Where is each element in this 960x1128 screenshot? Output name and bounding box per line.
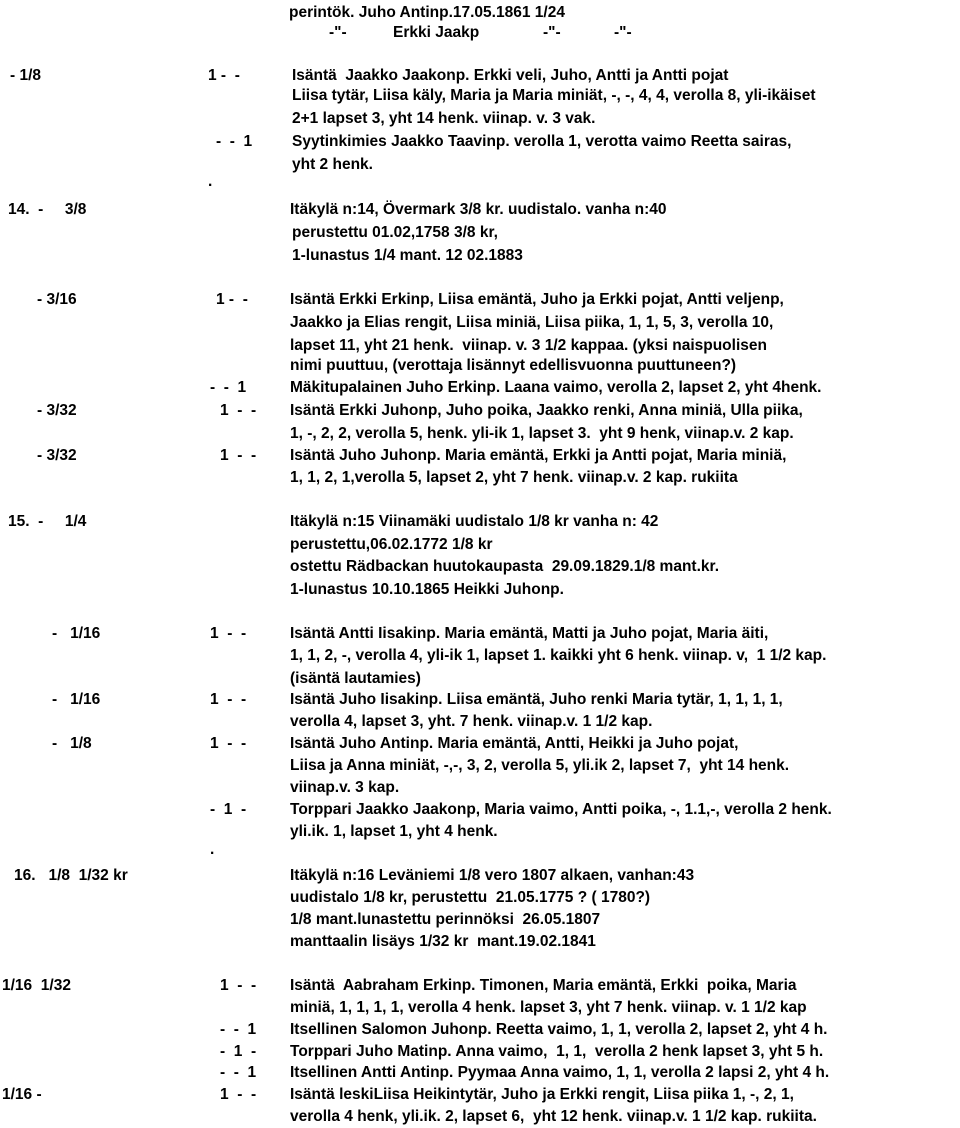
text-line: nimi puuttuu, (verottaja lisännyt edellisvuonna puuttuneen?) (290, 357, 737, 374)
text-line: perustettu,06.02.1772 1/8 kr (290, 536, 493, 553)
text-line: - 1/8 (52, 735, 92, 752)
text-line: 1, 1, 2, -, verolla 4, yli-ik 1, lapset 1. kaikki yht 6 henk. viinap. v, 1 1/2 kap. (290, 647, 827, 664)
text-line: 1 - - (208, 67, 240, 84)
text-line: -"- (543, 24, 561, 41)
text-line: - 1/16 (52, 691, 101, 708)
text-line: Syytinkimies Jaakko Taavinp. verolla 1, verotta vaimo Reetta sairas, (292, 133, 792, 150)
text-line: - 3/32 (37, 447, 77, 464)
text-line: Itäkylä n:16 Leväniemi 1/8 vero 1807 alkaen, vanhan:43 (290, 867, 695, 884)
text-line: manttaalin lisäys 1/32 kr mant.19.02.1841 (290, 933, 596, 950)
text-line: - - 1 (216, 133, 253, 150)
text-line: Torppari Jaakko Jaakonp, Maria vaimo, Antti poika, -, 1.1,-, verolla 2 henk. (290, 801, 832, 818)
text-line: Liisa tytär, Liisa käly, Maria ja Maria miniät, -, -, 4, 4, verolla 8, yli-ikäiset (292, 87, 816, 104)
text-line: 1 - - (210, 691, 247, 708)
text-line: lapset 11, yht 21 henk. viinap. v. 3 1/2 kappaa. (yksi naispuolisen (290, 337, 767, 354)
text-line: verolla 4, lapset 3, yht. 7 henk. viinap.v. 1 1/2 kap. (290, 713, 653, 730)
text-line: -"- (614, 24, 632, 41)
text-line: . (208, 173, 213, 190)
text-line: - 1 - (210, 801, 247, 818)
text-line: Isäntä Juho Juhonp. Maria emäntä, Erkki ja Antti pojat, Maria miniä, (290, 447, 787, 464)
text-line: - 1/16 (52, 625, 101, 642)
text-line: Itäkylä n:15 Viinamäki uudistalo 1/8 kr vanha n: 42 (290, 513, 659, 530)
text-line: - - 1 (220, 1064, 257, 1081)
text-line: - 1/8 (10, 67, 42, 84)
text-line: viinap.v. 3 kap. (290, 779, 400, 796)
text-line: - 3/32 (37, 402, 77, 419)
text-line: miniä, 1, 1, 1, 1, verolla 4 henk. lapset 3, yht 7 henk. viinap. v. 1 1/2 kap (290, 999, 807, 1016)
text-line: yht 2 henk. (292, 156, 373, 173)
text-line: -"- (329, 24, 347, 41)
text-line: Isäntä Aabraham Erkinp. Timonen, Maria emäntä, Erkki poika, Maria (290, 977, 797, 994)
text-line: 1 - - (216, 291, 248, 308)
text-line: Isäntä leskiLiisa Heikintytär, Juho ja Erkki rengit, Liisa piika 1, -, 2, 1, (290, 1086, 794, 1103)
text-line: 16. 1/8 1/32 kr (14, 867, 128, 884)
text-line: - - 1 (210, 379, 247, 396)
text-line: - 1 - (220, 1043, 257, 1060)
text-line: 2+1 lapset 3, yht 14 henk. viinap. v. 3 vak. (292, 110, 596, 127)
text-line: verolla 4 henk, yli.ik. 2, lapset 6, yht 12 henk. viinap.v. 1 1/2 kap. rukiita. (290, 1108, 817, 1125)
text-line: Isäntä Juho Iisakinp. Liisa emäntä, Juho renki Maria tytär, 1, 1, 1, 1, (290, 691, 783, 708)
text-line: yli.ik. 1, lapset 1, yht 4 henk. (290, 823, 498, 840)
text-line: 1 - - (220, 977, 257, 994)
text-line: Torppari Juho Matinp. Anna vaimo, 1, 1, verolla 2 henk lapset 3, yht 5 h. (290, 1043, 824, 1060)
text-line: uudistalo 1/8 kr, perustettu 21.05.1775 ? ( 1780?) (290, 889, 651, 906)
text-line: 1 - - (210, 735, 247, 752)
text-line: - - 1 (220, 1021, 257, 1038)
text-line: Itsellinen Antti Antinp. Pyymaa Anna vaimo, 1, 1, verolla 2 lapsi 2, yht 4 h. (290, 1064, 830, 1081)
text-line: Isäntä Juho Antinp. Maria emäntä, Antti, Heikki ja Juho pojat, (290, 735, 739, 752)
text-line: 1 - - (220, 402, 257, 419)
text-line: 15. - 1/4 (8, 513, 87, 530)
text-line: Liisa ja Anna miniät, -,-, 3, 2, verolla 5, yli.ik 2, lapset 7, yht 14 henk. (290, 757, 790, 774)
text-line: Itsellinen Salomon Juhonp. Reetta vaimo, 1, 1, verolla 2, lapset 2, yht 4 h. (290, 1021, 828, 1038)
text-line: Isäntä Jaakko Jaakonp. Erkki veli, Juho, Antti ja Antti pojat (292, 67, 729, 84)
text-line: - 3/16 (37, 291, 77, 308)
text-line: 1/16 - (2, 1086, 42, 1103)
text-line: Itäkylä n:14, Övermark 3/8 kr. uudistalo. vanha n:40 (290, 201, 667, 218)
text-line: . (210, 841, 215, 858)
text-line: Isäntä Erkki Erkinp, Liisa emäntä, Juho ja Erkki pojat, Antti veljenp, (290, 291, 784, 308)
text-line: 1-lunastus 1/4 mant. 12 02.1883 (292, 247, 523, 264)
text-line: 1 - - (210, 625, 247, 642)
text-line: 1-lunastus 10.10.1865 Heikki Juhonp. (290, 581, 564, 598)
text-line: 1/8 mant.lunastettu perinnöksi 26.05.1807 (290, 911, 601, 928)
text-line: 14. - 3/8 (8, 201, 87, 218)
text-line: perustettu 01.02,1758 3/8 kr, (292, 224, 498, 241)
text-line: 1 - - (220, 447, 257, 464)
text-line: Jaakko ja Elias rengit, Liisa miniä, Liisa piika, 1, 1, 5, 3, verolla 10, (290, 314, 774, 331)
text-line: Isäntä Erkki Juhonp, Juho poika, Jaakko renki, Anna miniä, Ulla piika, (290, 402, 803, 419)
text-line: 1 - - (220, 1086, 257, 1103)
text-line: 1, 1, 2, 1,verolla 5, lapset 2, yht 7 henk. viinap.v. 2 kap. rukiita (290, 469, 738, 486)
text-line: 1, -, 2, 2, verolla 5, henk. yli-ik 1, lapset 3. yht 9 henk, viinap.v. 2 kap. (290, 425, 794, 442)
text-line: Mäkitupalainen Juho Erkinp. Laana vaimo, verolla 2, lapset 2, yht 4henk. (290, 379, 822, 396)
text-line: perintök. Juho Antinp.17.05.1861 1/24 (289, 4, 565, 21)
text-line: (isäntä lautamies) (290, 670, 421, 687)
text-line: Erkki Jaakp (393, 24, 480, 41)
text-line: 1/16 1/32 (2, 977, 71, 994)
text-line: Isäntä Antti Iisakinp. Maria emäntä, Matti ja Juho pojat, Maria äiti, (290, 625, 769, 642)
text-line: ostettu Rädbackan huutokaupasta 29.09.1829.1/8 mant.kr. (290, 558, 719, 575)
